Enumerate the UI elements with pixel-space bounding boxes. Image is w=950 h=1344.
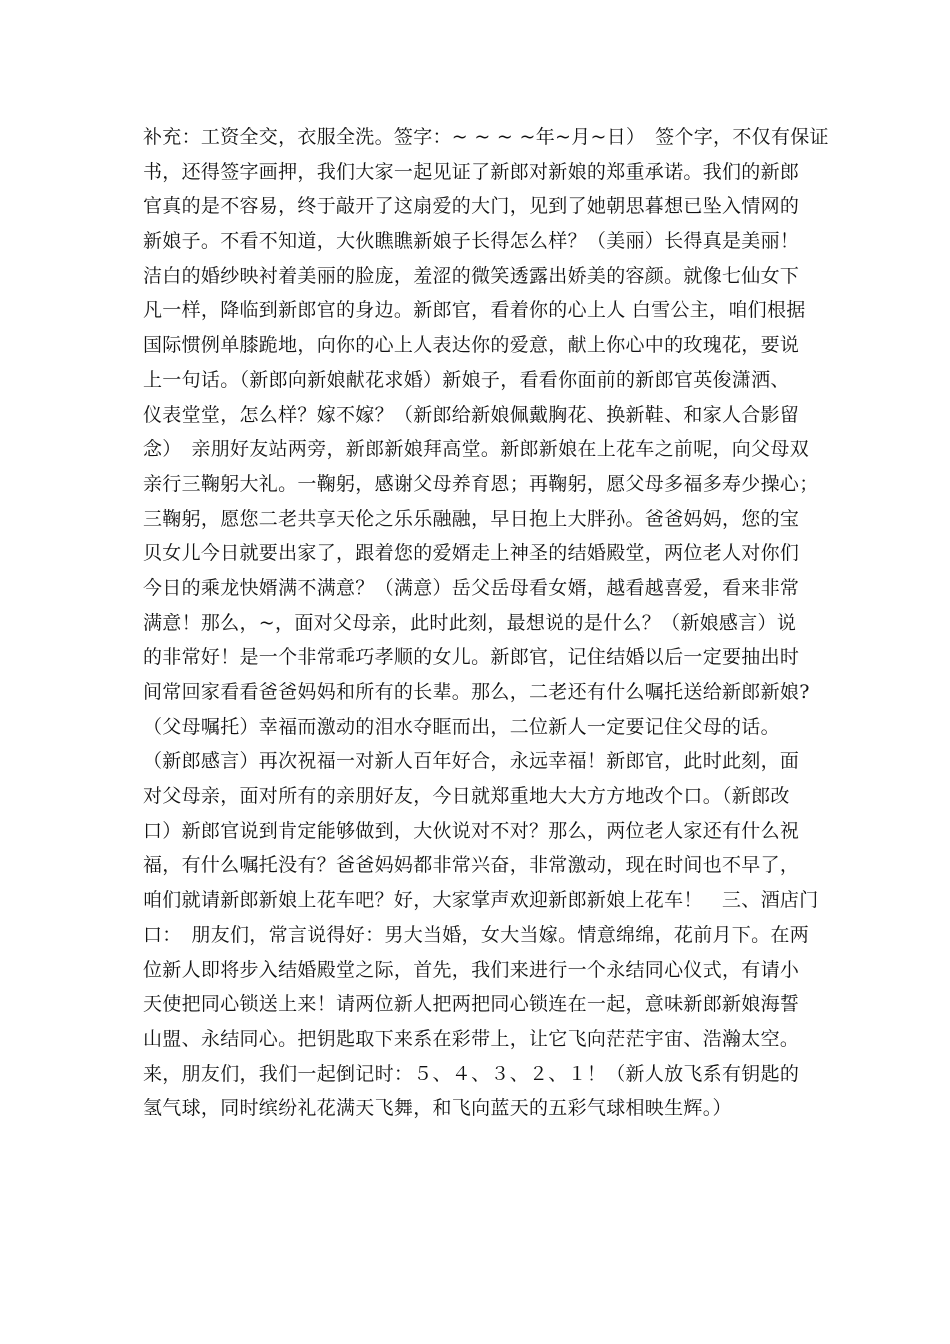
text-line: 补充：工资全交，衣服全洗。签字：~ ~ ~ ~年~月~日） 签个字，不仅有保证 (143, 126, 829, 148)
text-line: 亲行三鞠躬大礼。一鞠躬，感谢父母养育恩；再鞠躬，愿父母多福多寿少操心； (143, 472, 819, 495)
text-line: 来，朋友们，我们一起倒记时：５、４、３、２、１！（新人放飞系有钥匙的 (143, 1062, 800, 1085)
text-line: 三鞠躬，愿您二老共享天伦之乐乐融融，早日抱上大胖孙。爸爸妈妈，您的宝 (143, 507, 800, 530)
text-line: 仪表堂堂，怎么样？嫁不嫁？（新郎给新娘佩戴胸花、换新鞋、和家人合影留 (143, 403, 800, 426)
text-line: 山盟、永结同心。把钥匙取下来系在彩带上，让它飞向茫茫宇宙、浩瀚太空。 (143, 1027, 800, 1050)
document-body (143, 120, 829, 1126)
text-line: 国际惯例单膝跪地，向你的心上人表达你的爱意，献上你心中的玫瑰花，要说 (143, 334, 800, 357)
text-line: （新郎感言）再次祝福一对新人百年好合，永远幸福！新郎官，此时此刻，面 (143, 750, 800, 773)
text-line: 上一句话。（新郎向新娘献花求婚）新娘子，看看你面前的新郎官英俊潇洒、 (143, 368, 790, 391)
text-line: 福，有什么嘱托没有？爸爸妈妈都非常兴奋，非常激动，现在时间也不早了， (143, 854, 800, 877)
text-line: 间常回家看看爸爸妈妈和所有的长辈。那么，二老还有什么嘱托送给新郎新娘? (143, 681, 810, 703)
text-line: 洁白的婚纱映衬着美丽的脸庞，羞涩的微笑透露出娇美的容颜。就像七仙女下 (143, 264, 800, 287)
text-line: 今日的乘龙快婿满不满意？（满意）岳父岳母看女婿，越看越喜爱，看来非常 (143, 576, 800, 599)
text-line: 贝女儿今日就要出家了，跟着您的爱婿走上神圣的结婚殿堂，两位老人对你们 (143, 542, 800, 565)
text-line: 满意！那么，~，面对父母亲，此时此刻，最想说的是什么？（新娘感言）说 (143, 611, 797, 634)
text-line: 念） 亲朋好友站两旁，新郎新娘拜高堂。新郎新娘在上花车之前呢，向父母双 (143, 438, 810, 461)
text-line: 氢气球，同时缤纷礼花满天飞舞，和飞向蓝天的五彩气球相映生辉。） (143, 1097, 732, 1120)
text-line: 口）新郎官说到肯定能够做到，大伙说对不对？那么，两位老人家还有什么祝 (143, 819, 800, 842)
text-line: 天使把同心锁送上来！请两位新人把两把同心锁连在一起，意味新郎新娘海誓 (143, 993, 800, 1016)
text-line: 对父母亲，面对所有的亲朋好友，今日就郑重地大大方方地改个口。（新郎改 (143, 785, 790, 808)
text-line: （父母嘱托）幸福而激动的泪水夺眶而出，二位新人一定要记住父母的话。 (143, 715, 780, 738)
text-line: 口： 朋友们，常言说得好：男大当婚，女大当嫁。情意绵绵，花前月下。在两 (143, 923, 810, 946)
text-line: 官真的是不容易，终于敲开了这扇爱的大门，见到了她朝思暮想已坠入情网的 (143, 195, 800, 218)
text-line: 的非常好！是一个非常乖巧孝顺的女儿。新郎官，记住结婚以后一定要抽出时 (143, 646, 800, 669)
text-line: 咱们就请新郎新娘上花车吧？好，大家掌声欢迎新郎新娘上花车！ 三、酒店门 (143, 889, 819, 912)
text-line: 书，还得签字画押，我们大家一起见证了新郎对新娘的郑重承诺。我们的新郎 (143, 160, 800, 183)
text-line: 新娘子。不看不知道，大伙瞧瞧新娘子长得怎么样？（美丽）长得真是美丽！ (143, 230, 800, 253)
text-line: 位新人即将步入结婚殿堂之际，首先，我们来进行一个永结同心仪式，有请小 (143, 958, 800, 981)
text-line: 凡一样，降临到新郎官的身边。新郎官，看着你的心上人 白雪公主，咱们根据 (143, 299, 806, 322)
